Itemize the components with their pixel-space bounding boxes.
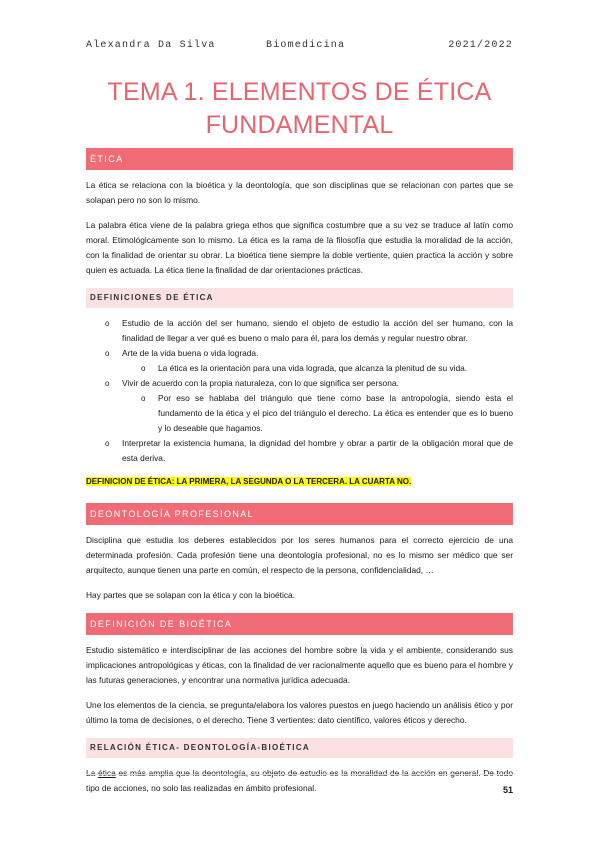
list-item: o Vivir de acuerdo con la propia naturaleza, con lo que significa ser persona. o Por eso se hablaba del triángulo que tiene como base la antropología, siendo esta el fundamento de la ética y el pico del triángulo el derecho. La ética es entender que es lo bueno y lo deseable que hagamos. — [122, 376, 513, 436]
subsection-heading-definiciones: DEFINICIONES DE ÉTICA — [86, 288, 513, 308]
highlight-note — [86, 474, 513, 489]
footer-divider — [86, 774, 513, 775]
paragraph: Hay partes que se solapan con la ética y con la bioética. — [86, 590, 296, 600]
sub-list — [122, 391, 513, 436]
section-heading-etica: ÉTICA — [86, 148, 513, 170]
definitions-list — [86, 316, 513, 466]
list-item: o Estudio de la acción del ser humano, siendo el objeto de estudio la acción del ser humano, con la finalidad de llegar a ver qué es bueno o malo para él, para los demás y regular nuestro obrar. — [122, 316, 513, 346]
list-item: o La ética es la orientación para una vida lograda, que alcanza la plenitud de su vida. — [158, 361, 513, 376]
list-item: o Por eso se hablaba del triángulo que tiene como base la antropología, siendo esta el fundamento de la ética y el pico del triángulo el derecho. La ética es entender que es lo bueno y lo deseable que hagamos. — [158, 391, 513, 436]
header-author: Alexandra Da Silva — [86, 40, 216, 51]
underlined-term: ética — [98, 768, 116, 778]
paragraph: La palabra ética viene de la palabra griega ethos que significa costumbre que a su vez se traduce al latín como moral. Etimológicamente son lo mismo. La ética es la rama de la filosofía que estudia la moralidad de la acción, con la finalidad de orientar su obrar. La bioética tiene siempre la doble vertiente, quien practica la acción y sobre quien es actuada. La ética tiene la finalidad de dar orientaciones prácticas. — [86, 220, 513, 275]
paragraph: Disciplina que estudia los deberes establecidos por los seres humanos para el correcto ejercicio de una determinada profesión. Cada profesión tiene una deontología profesional, no es lo mismo ser médico que ser arquitecto, aunque tienen una parte en común, el respecto de la persona, confidencialidad, … — [86, 535, 513, 575]
highlighted-text: DEFINICION DE ÉTICA: LA PRIMERA, LA SEGUNDA O LA TERCERA. LA CUARTA NO. — [86, 477, 412, 486]
paragraph: Estudio sistemático e interdisciplinar de las acciones del hombre sobre la vida y el ambiente, considerando sus implicaciones antropológicas y éticas, con la finalidad de ver racionalmente aquello que es bueno para el hombre y las futuras generaciones, y encontrar una normativa jurídica adecuada. — [86, 645, 513, 685]
page-title-line2: FUNDAMENTAL — [205, 111, 394, 139]
list-item: o Interpretar la existencia humana, la dignidad del hombre y obrar a partir de la obligación moral que de esta deriva. — [122, 436, 513, 466]
paragraph: La ética es más amplia que la deontología, su objeto de estudio es la moralidad de la acción en general. De todo tipo de acciones, no solo las realizadas en ámbito profesional. — [86, 768, 513, 793]
sub-list — [122, 361, 513, 376]
paragraph: Une los elementos de la ciencia, se pregunta/elabora los valores puestos en juego haciendo un análisis ético y por último la toma de decisiones, o el derecho. Tiene 3 vertientes: dato científico, valores éticos y derecho. — [86, 700, 513, 725]
page-header — [86, 40, 513, 54]
section-heading-bioetica: DEFINICIÓN DE BIOÉTICA — [86, 613, 513, 635]
header-subject: Biomedicina — [266, 40, 346, 51]
page-title — [60, 76, 539, 142]
paragraph: La ética se relaciona con la bioética y la deontología, que son disciplinas que se relacionan con partes que se solapan pero no son lo mismo. — [86, 180, 513, 205]
page-number: 51 — [502, 785, 513, 795]
subsection-heading-relacion: RELACIÓN ÉTICA- DEONTOLOGÍA-BIOÉTICA — [86, 738, 513, 758]
document-body — [86, 148, 513, 806]
section-heading-deontologia: DEONTOLOGÍA PROFESIONAL — [86, 503, 513, 525]
list-item: o Arte de la vida buena o vida lograda. o La ética es la orientación para una vida lograda, que alcanza la plenitud de su vida. — [122, 346, 513, 376]
page-title-line1: TEMA 1. ELEMENTOS DE ÉTICA — [107, 78, 492, 106]
header-year: 2021/2022 — [448, 40, 513, 51]
